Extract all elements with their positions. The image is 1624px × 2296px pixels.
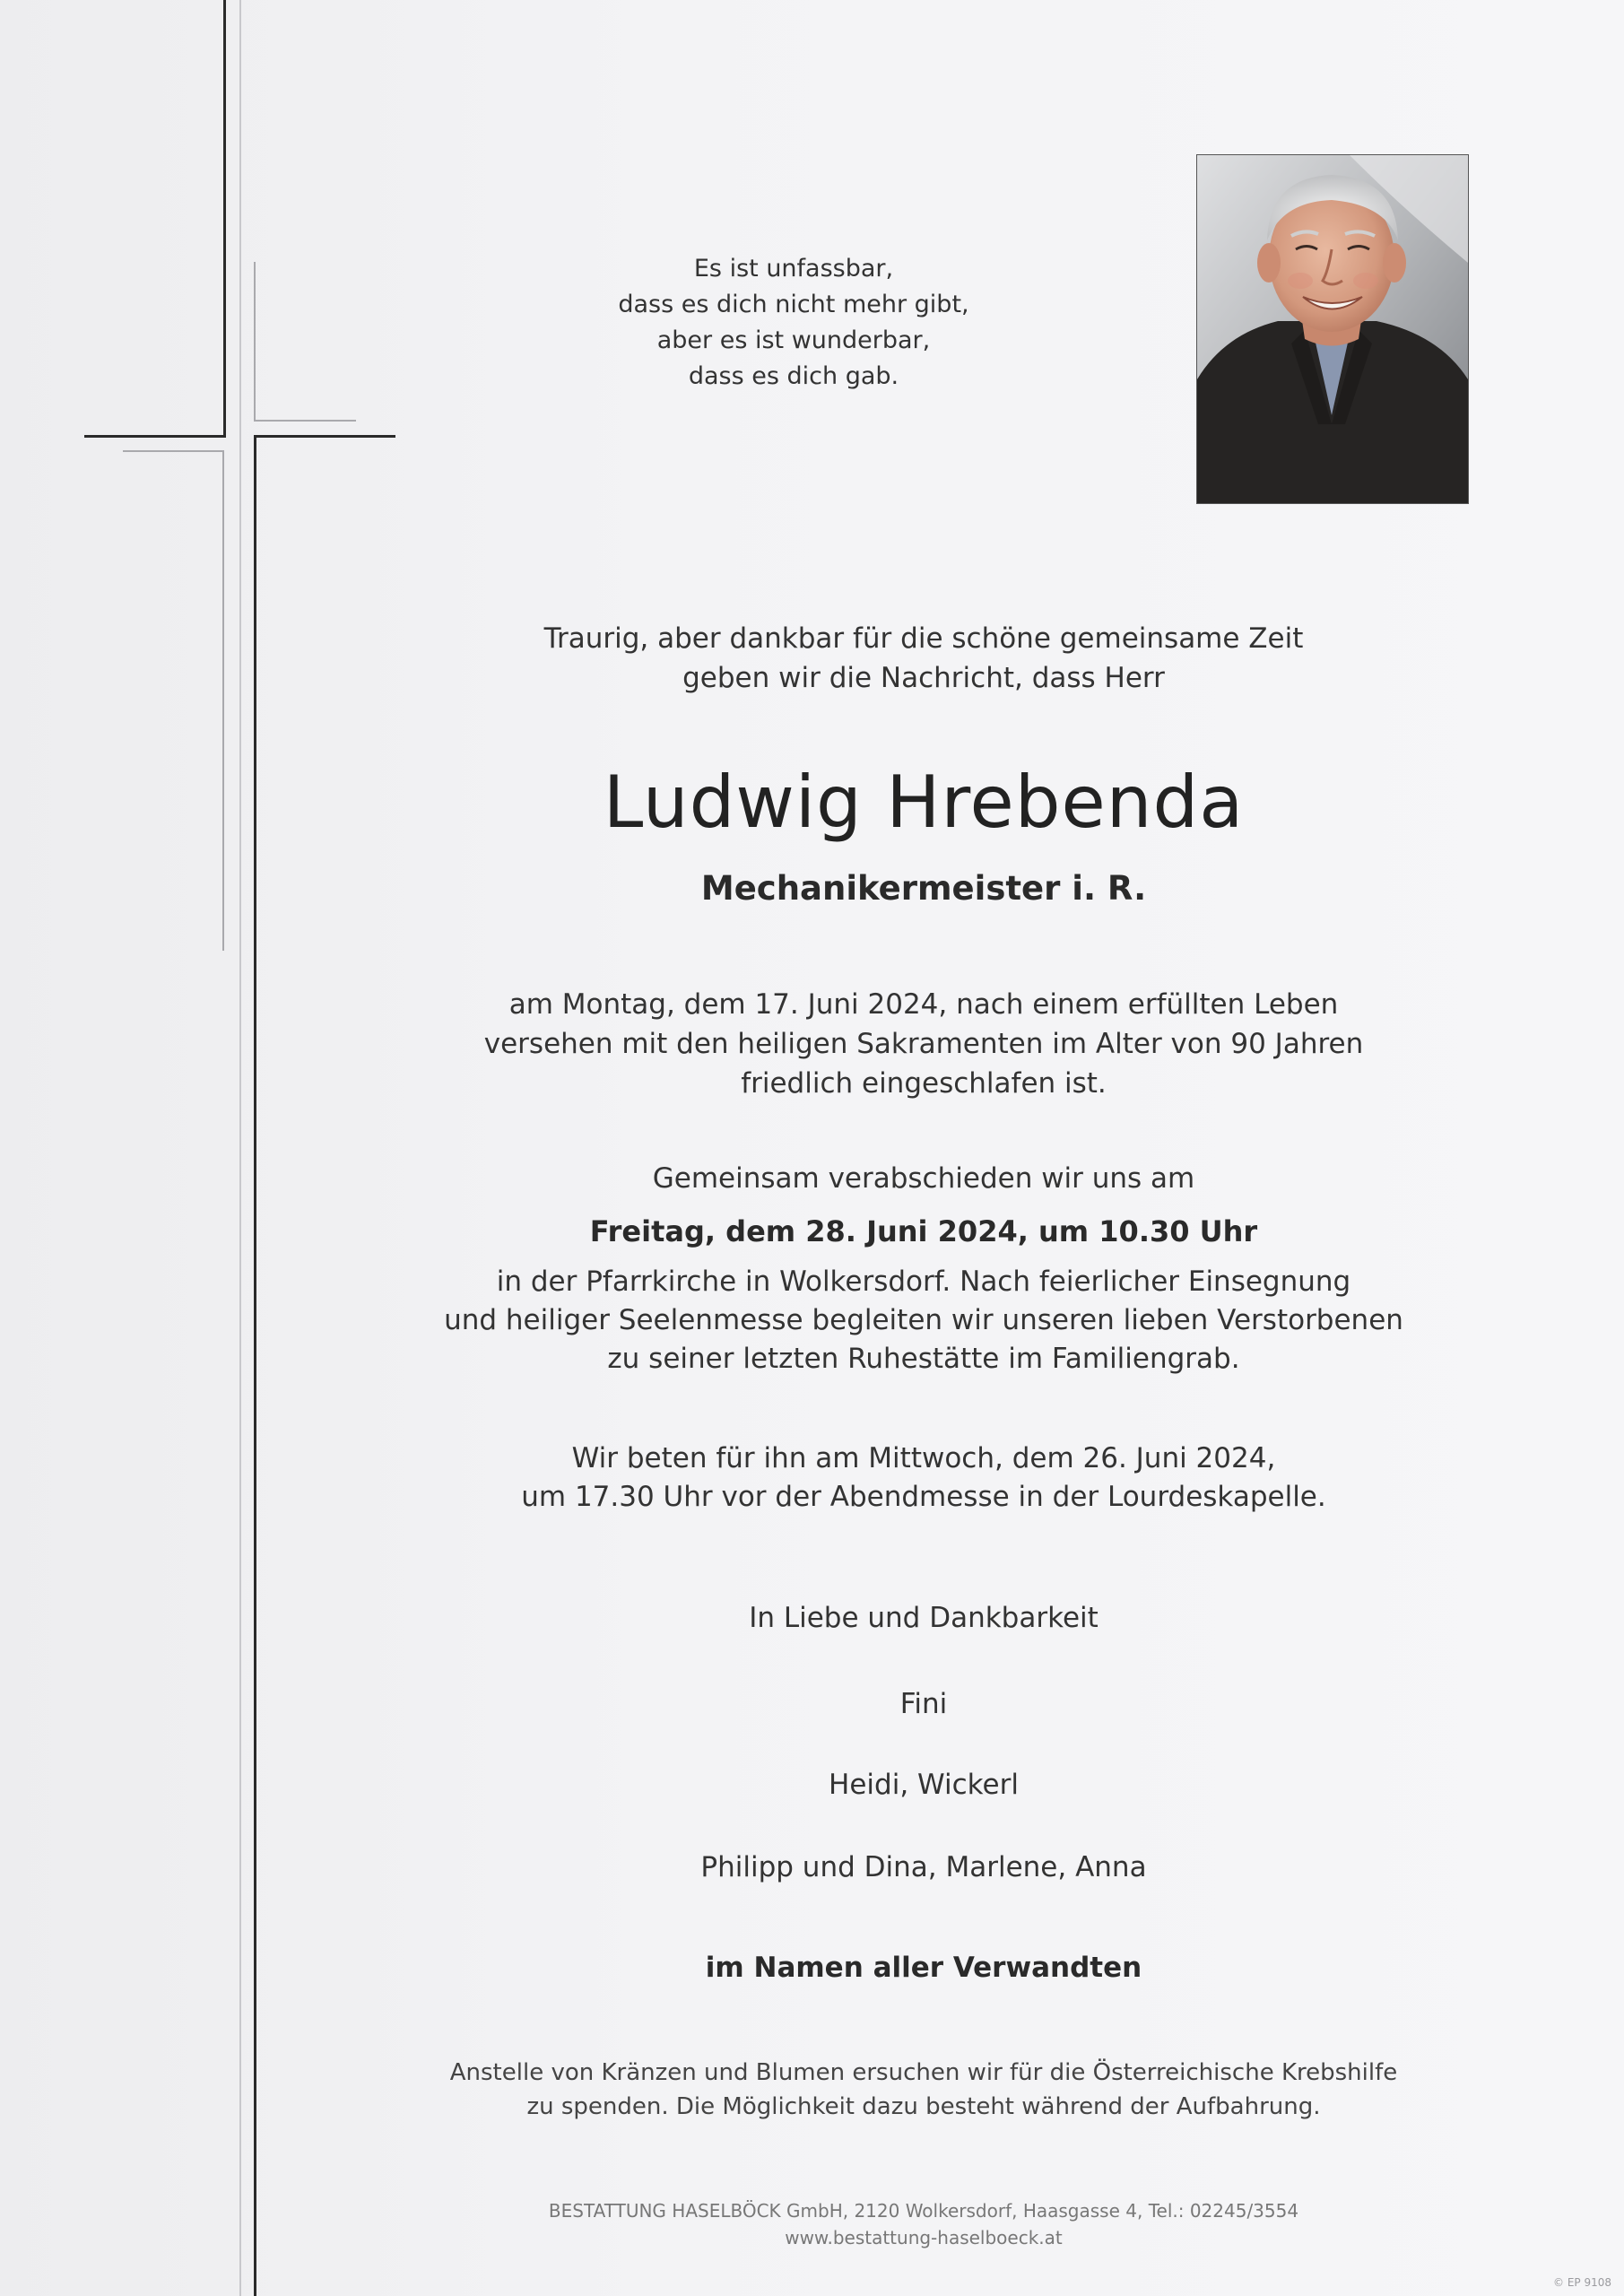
funeral-home-address: BESTATTUNG HASELBÖCK GmbH, 2120 Wolkersdorf, Haasgasse 4, Tel.: 02245/3554 <box>548 2200 1299 2222</box>
funeral-home-website: www.bestattung-haselboeck.at <box>785 2227 1063 2248</box>
mourner-line: Fini <box>899 1688 948 1720</box>
deceased-name: Ludwig Hrebenda <box>603 761 1245 844</box>
copyright-mark: © EP 9108 <box>1553 2276 1611 2289</box>
deceased-title: Mechanikermeister i. R. <box>700 869 1147 908</box>
quote-line: aber es ist wunderbar, <box>656 326 931 354</box>
prayer-line: Wir beten für ihn am Mittwoch, dem 26. Juni 2024, <box>571 1442 1276 1474</box>
note-line: Anstelle von Kränzen und Blumen ersuchen wir für die Österreichische Krebshilfe <box>449 2059 1398 2086</box>
cross-shadow-bar-right <box>254 420 356 422</box>
donation-note <box>386 2056 1462 2124</box>
funeral-home-footer <box>386 2197 1462 2251</box>
cross-bar-left <box>84 435 226 438</box>
cross-rail-line <box>239 0 241 2296</box>
farewell-line: in der Pfarrkirche in Wolkersdorf. Nach feierlicher Einsegnung <box>496 1265 1351 1298</box>
farewell-intro: Gemeinsam verabschieden wir uns am <box>652 1162 1195 1195</box>
intro-line: geben wir die Nachricht, dass Herr <box>682 662 1165 694</box>
cross-shadow-vertical-left <box>222 451 224 951</box>
cross-shadow-bar-left <box>123 450 224 452</box>
note-line: zu spenden. Die Möglichkeit dazu besteht während der Aufbahrung. <box>526 2093 1321 2120</box>
prayer-notice <box>386 1439 1462 1517</box>
mourners-opening: In Liebe und Dankbarkeit <box>749 1602 1099 1634</box>
farewell-details <box>386 1263 1462 1378</box>
death-line: versehen mit den heiligen Sakramenten im Alter von 90 Jahren <box>483 1028 1364 1060</box>
death-notice <box>386 985 1462 1103</box>
death-line: friedlich eingeschlafen ist. <box>741 1067 1107 1100</box>
cross-vertical-top <box>223 0 226 437</box>
cross-shadow-vertical-right <box>254 262 256 422</box>
quote-line: dass es dich gab. <box>688 362 899 390</box>
farewell-date: Freitag, dem 28. Juni 2024, um 10.30 Uhr <box>589 1214 1258 1248</box>
quote-line: dass es dich nicht mehr gibt, <box>618 291 969 318</box>
death-line: am Montag, dem 17. Juni 2024, nach einem erfüllten Leben <box>508 988 1339 1021</box>
quote-line: Es ist unfassbar, <box>693 255 894 283</box>
cross-bar-right <box>254 435 395 438</box>
portrait-illustration <box>1197 155 1468 503</box>
mourners-closing: im Namen aller Verwandten <box>705 1952 1142 1984</box>
farewell-line: zu seiner letzten Ruhestätte im Familiengrab. <box>607 1343 1240 1375</box>
mourner-line: Heidi, Wickerl <box>829 1769 1019 1801</box>
prayer-line: um 17.30 Uhr vor der Abendmesse in der Lourdeskapelle. <box>521 1481 1326 1513</box>
portrait-photo <box>1196 154 1469 504</box>
mourner-line: Philipp und Dina, Marlene, Anna <box>700 1851 1147 1883</box>
memorial-quote <box>556 251 1031 395</box>
announcement-intro <box>386 619 1462 698</box>
cross-vertical-bottom <box>254 437 256 2296</box>
farewell-line: und heiliger Seelenmesse begleiten wir unseren lieben Verstorbenen <box>444 1304 1403 1336</box>
intro-line: Traurig, aber dankbar für die schöne gemeinsame Zeit <box>543 622 1304 655</box>
